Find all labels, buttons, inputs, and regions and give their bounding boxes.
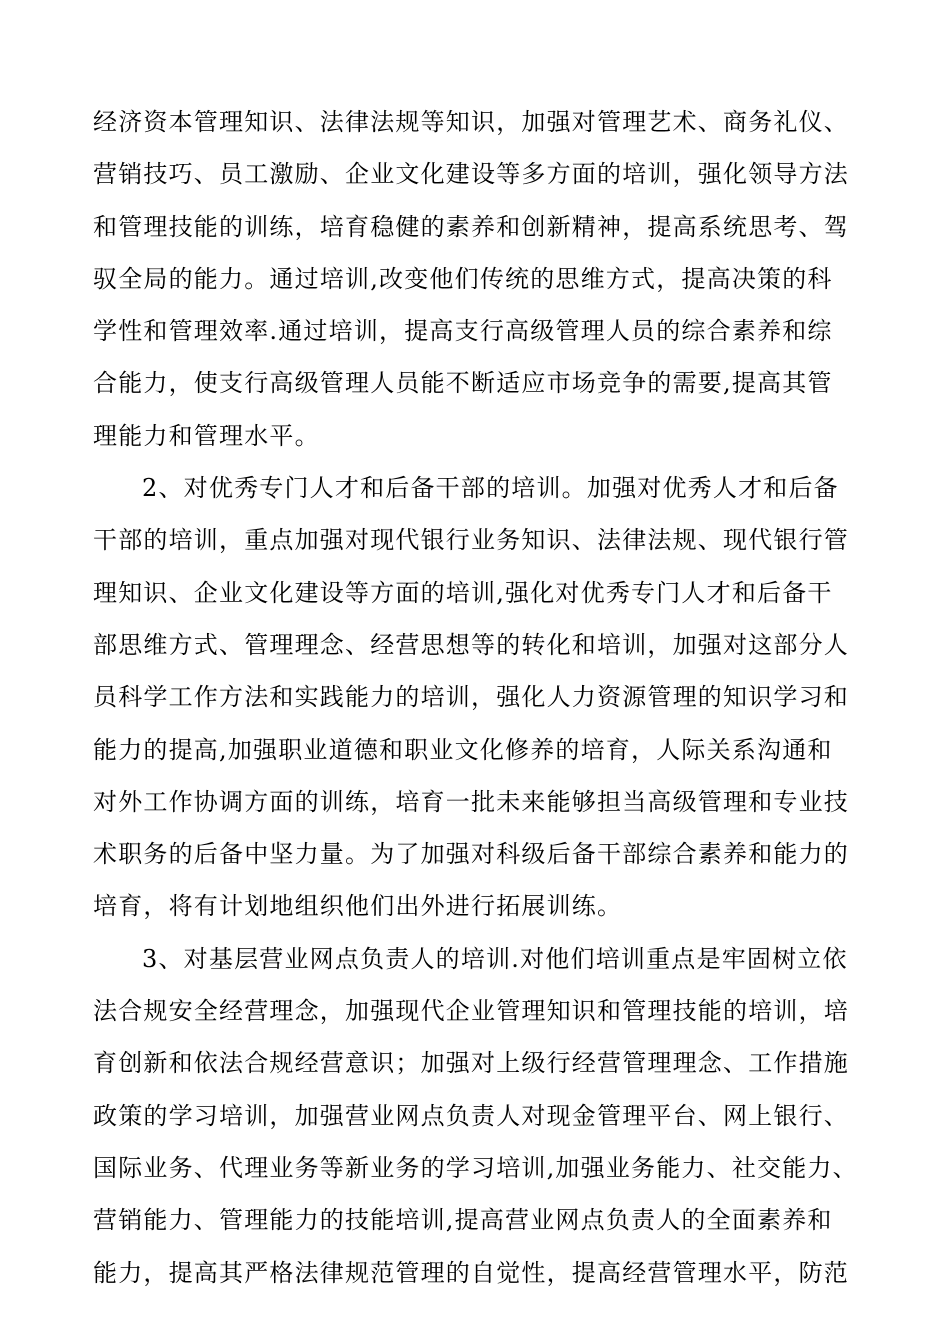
- text-line: 驭全局的能力。通过培训,改变他们传统的思维方式，提高决策的科: [93, 264, 833, 293]
- text-line: 学性和管理效率.通过培训，提高支行高级管理人员的综合素养和综: [93, 317, 833, 346]
- text-line: 理知识、企业文化建设等方面的培训,强化对优秀专门人才和后备干: [93, 578, 833, 607]
- text-line: 干部的培训，重点加强对现代银行业务知识、法律法规、现代银行管: [93, 526, 849, 555]
- text-line: 部思维方式、管理理念、经营思想等的转化和培训，加强对这部分人: [93, 630, 849, 659]
- text-line: 政策的学习培训，加强营业网点负责人对现金管理平台、网上银行、: [93, 1101, 849, 1130]
- text-line: 对外工作协调方面的训练，培育一批未来能够担当高级管理和专业技: [93, 787, 849, 816]
- text-line: 培育，将有计划地组织他们出外进行拓展训练。: [93, 892, 623, 921]
- text-line: 能力的提高,加强职业道德和职业文化修养的培育，人际关系沟通和: [93, 735, 833, 764]
- text-line: 3、对基层营业网点负责人的培训.对他们培训重点是牢固树立依: [142, 944, 848, 973]
- text-line: 经济资本管理知识、法律法规等知识，加强对管理艺术、商务礼仪、: [93, 108, 849, 136]
- text-line: 育创新和依法合规经营意识；加强对上级行经营管理理念、工作措施: [93, 1049, 849, 1078]
- paragraph-1-continued: [93, 96, 863, 462]
- text-line: 员科学工作方法和实践能力的培训，强化人力资源管理的知识学习和: [93, 683, 849, 712]
- text-line: 营销能力、管理能力的技能培训,提高营业网点负责人的全面素养和: [93, 1206, 833, 1235]
- paragraph-2: [93, 462, 863, 933]
- paragraph-3: [93, 933, 863, 1299]
- text-line: 理能力和管理水平。: [93, 421, 320, 450]
- text-line: 2、对优秀专门人才和后备干部的培训。加强对优秀人才和后备: [142, 474, 839, 503]
- text-line: 和管理技能的训练，培育稳健的素养和创新精神，提高系统思考、驾: [93, 212, 849, 241]
- text-line: 能力，提高其严格法律规范管理的自觉性，提高经营管理水平，防范: [93, 1258, 849, 1287]
- text-line: 营销技巧、员工激励、企业文化建设等多方面的培训，强化领导方法: [93, 160, 849, 189]
- text-line: 合能力，使支行高级管理人员能不断适应市场竞争的需要,提高其管: [93, 369, 833, 398]
- document-body: [93, 96, 863, 1299]
- text-line: 术职务的后备中坚力量。为了加强对科级后备干部综合素养和能力的: [93, 840, 849, 869]
- text-line: 法合规安全经营理念，加强现代企业管理知识和管理技能的培训，培: [93, 997, 849, 1026]
- text-line: 国际业务、代理业务等新业务的学习培训,加强业务能力、社交能力、: [93, 1153, 858, 1182]
